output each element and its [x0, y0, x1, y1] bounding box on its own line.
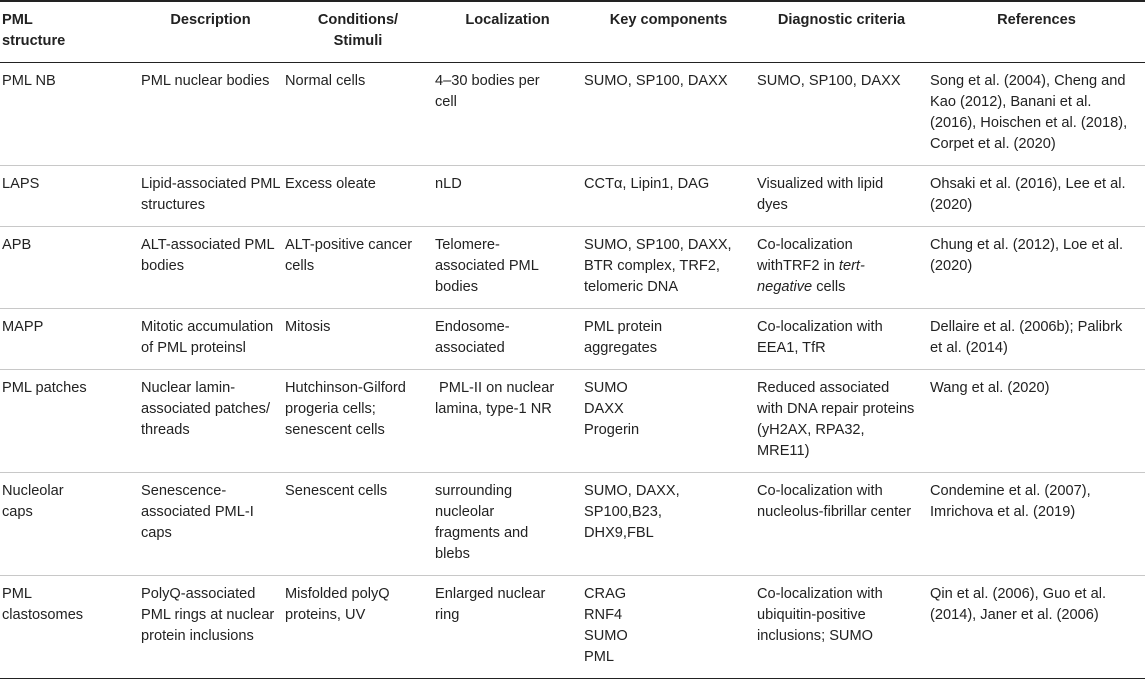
cell-key-components: PML protein aggregates — [582, 309, 755, 370]
cell-structure: PML clastosomes — [0, 576, 138, 679]
cell-key-components: CRAG RNF4 SUMO PML — [582, 576, 755, 679]
cell-references: Qin et al. (2006), Guo et al. (2014), Janer et al. (2006) — [928, 576, 1145, 679]
cell-key-components: SUMO, SP100, DAXX — [582, 63, 755, 166]
cell-references: Condemine et al. (2007), Imrichova et al. (2019) — [928, 473, 1145, 576]
cell-localization: 4–30 bodies per cell — [433, 63, 582, 166]
header-pml-structure: PML structure — [0, 1, 138, 63]
cell-localization: Telomere- associated PML bodies — [433, 227, 582, 309]
cell-structure: APB — [0, 227, 138, 309]
cell-references: Dellaire et al. (2006b); Palibrk et al. (2014) — [928, 309, 1145, 370]
table-row — [0, 63, 1145, 166]
cell-description: Mitotic accumulation of PML proteinsl — [138, 309, 283, 370]
cell-diagnostic-criteria: Co-localization with EEA1, TfR — [755, 309, 928, 370]
cell-description: Senescence- associated PML-I caps — [138, 473, 283, 576]
cell-key-components: CCTα, Lipin1, DAG — [582, 166, 755, 227]
cell-localization: Enlarged nuclear ring — [433, 576, 582, 679]
table-row — [0, 309, 1145, 370]
cell-diagnostic-criteria: Co-localization withTRF2 in tert- negative cells — [755, 227, 928, 309]
cell-structure: PML NB — [0, 63, 138, 166]
cell-diagnostic-criteria: Visualized with lipid dyes — [755, 166, 928, 227]
cell-references: Chung et al. (2012), Loe et al. (2020) — [928, 227, 1145, 309]
header-conditions: Conditions/ Stimuli — [283, 1, 433, 63]
cell-description: PML nuclear bodies — [138, 63, 283, 166]
header-description: Description — [138, 1, 283, 63]
cell-conditions: Hutchinson-Gilford progeria cells; senescent cells — [283, 370, 433, 473]
table-row — [0, 576, 1145, 679]
header-key-components: Key components — [582, 1, 755, 63]
table-row — [0, 166, 1145, 227]
cell-structure: PML patches — [0, 370, 138, 473]
cell-key-components: SUMO, SP100, DAXX, BTR complex, TRF2, telomeric DNA — [582, 227, 755, 309]
cell-diagnostic-criteria: Co-localization with nucleolus-fibrillar center — [755, 473, 928, 576]
cell-diagnostic-criteria: Reduced associated with DNA repair proteins (yH2AX, RPA32, MRE11) — [755, 370, 928, 473]
cell-conditions: ALT-positive cancer cells — [283, 227, 433, 309]
cell-diagnostic-criteria: Co-localization with ubiquitin-positive inclusions; SUMO — [755, 576, 928, 679]
header-references: References — [928, 1, 1145, 63]
cell-key-components: SUMO, DAXX, SP100,B23, DHX9,FBL — [582, 473, 755, 576]
cell-structure: LAPS — [0, 166, 138, 227]
cell-description: ALT-associated PML bodies — [138, 227, 283, 309]
cell-key-components: SUMO DAXX Progerin — [582, 370, 755, 473]
header-diagnostic-criteria: Diagnostic criteria — [755, 1, 928, 63]
cell-references: Ohsaki et al. (2016), Lee et al. (2020) — [928, 166, 1145, 227]
cell-localization: Endosome- associated — [433, 309, 582, 370]
table-row — [0, 227, 1145, 309]
cell-description: PolyQ-associated PML rings at nuclear protein inclusions — [138, 576, 283, 679]
cell-localization: surrounding nucleolar fragments and blebs — [433, 473, 582, 576]
header-row — [0, 1, 1145, 63]
table-row — [0, 473, 1145, 576]
cell-references: Song et al. (2004), Cheng and Kao (2012), Banani et al. (2016), Hoischen et al. (2018), Corpet et al. (2020) — [928, 63, 1145, 166]
cell-localization: PML-II on nuclear lamina, type-1 NR — [433, 370, 582, 473]
cell-description: Nuclear lamin- associated patches/ threads — [138, 370, 283, 473]
cell-conditions: Senescent cells — [283, 473, 433, 576]
cell-diagnostic-criteria: SUMO, SP100, DAXX — [755, 63, 928, 166]
cell-structure: MAPP — [0, 309, 138, 370]
cell-description: Lipid-associated PML structures — [138, 166, 283, 227]
cell-localization: nLD — [433, 166, 582, 227]
cell-conditions: Misfolded polyQ proteins, UV — [283, 576, 433, 679]
cell-conditions: Mitosis — [283, 309, 433, 370]
cell-structure: Nucleolar caps — [0, 473, 138, 576]
header-localization: Localization — [433, 1, 582, 63]
table-row — [0, 370, 1145, 473]
cell-references: Wang et al. (2020) — [928, 370, 1145, 473]
cell-conditions: Normal cells — [283, 63, 433, 166]
cell-conditions: Excess oleate — [283, 166, 433, 227]
